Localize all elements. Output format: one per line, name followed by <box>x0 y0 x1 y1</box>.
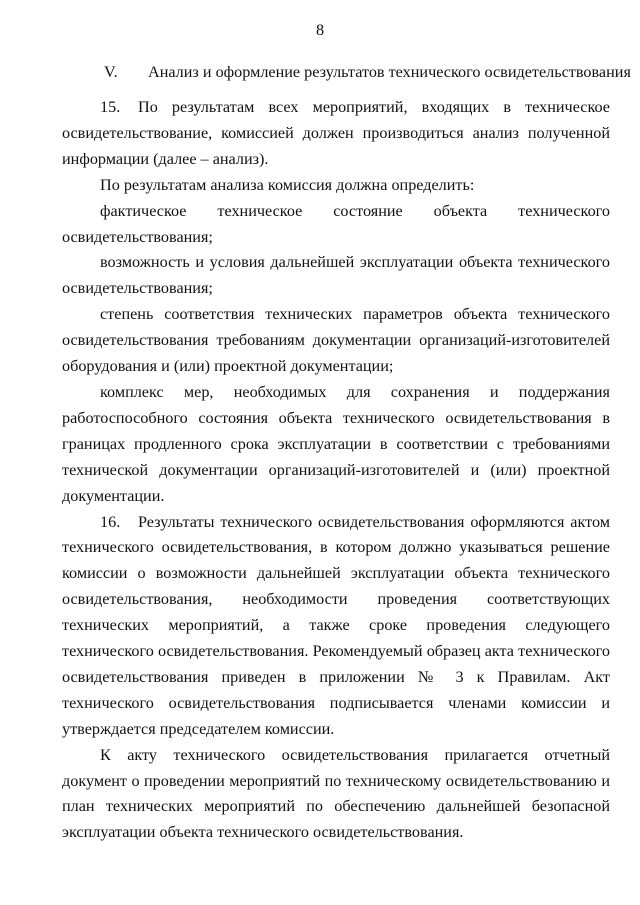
paragraph-15 <box>62 95 610 173</box>
section-number: V. <box>104 63 118 81</box>
section-heading <box>104 62 631 82</box>
paragraph-act-attachment: К акту технического освидетельствования прилагается отчетный документ о проведении мероприятий по техническому освидетельствованию и план технических мероприятий по обеспечению дальнейшей безопасной эксплуатации объекта технического освидетельствования. <box>62 745 610 842</box>
paragraph-16 <box>62 510 610 743</box>
paragraph-determine-intro: По результатам анализа комиссия должна определить: <box>100 175 475 194</box>
list-item-measures-complex: комплекс мер, необходимых для сохранения и поддержания работоспособного состояния объекта технического освидетельствования в границах продленного срока эксплуатации в соответствии с требованиями технической документации организаций-изготовителей и (или) проектной документации. <box>62 382 610 505</box>
list-item-compliance-degree: степень соответствия технических параметров объекта технического освидетельствования требованиям документации организаций-изготовителей оборудования и (или) проектной документации; <box>62 305 610 376</box>
paragraph-text: По результатам всех мероприятий, входящих в техническое освидетельствование, комиссией должен производиться анализ полученной информации (далее – анализ). <box>62 98 610 168</box>
list-item-technical-condition: фактическое техническое состояние объекта технического освидетельствования; <box>62 201 610 246</box>
paragraph-text: Результаты технического освидетельствования оформляются актом технического освидетельствования, в котором должно указываться решение комиссии о возможности дальнейшей эксплуатации объекта технического освидетельствования, необходимости проведения соответствующих технических мероприятий, а также сроке проведения следующего технического освидетельствования. Рекомендуемый образец акта технического освидетельствования приведен в приложении № 3 к Правилам. Акт технического освидетельствования подписывается членами комиссии и утверждается председателем комиссии. <box>62 512 610 738</box>
document-body <box>62 95 610 846</box>
section-title: Анализ и оформление результатов технического освидетельствования <box>148 63 631 81</box>
list-item-further-operation: возможность и условия дальнейшей эксплуатации объекта технического освидетельствования; <box>62 253 610 298</box>
paragraph-number: 16. <box>100 512 121 531</box>
paragraph-number: 15. <box>100 98 121 116</box>
page-number: 8 <box>315 21 325 39</box>
